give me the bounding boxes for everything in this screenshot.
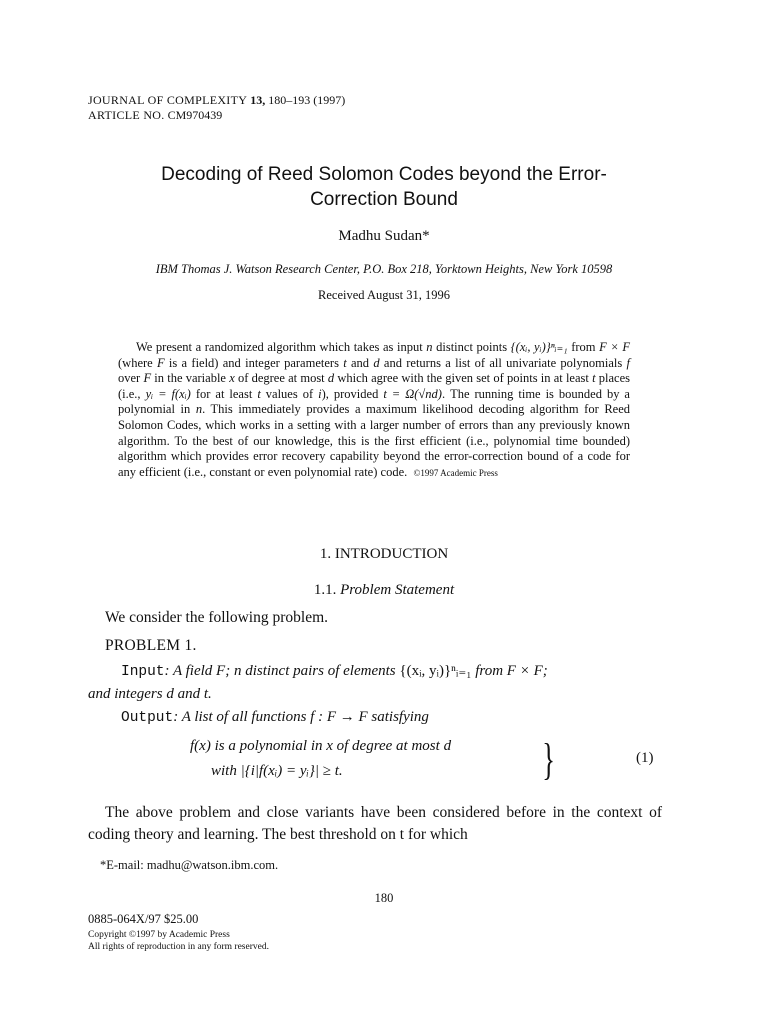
equation-line-2: with |{i|f(xᵢ) = yᵢ}| ≥ t.: [211, 763, 343, 779]
abstract-seg: in the variable: [151, 371, 230, 386]
abstract-seg: is a field) and integer parameters: [164, 355, 344, 370]
math-x: x: [229, 371, 235, 386]
problem-seg: ;: [225, 663, 234, 679]
math-F: F: [143, 371, 152, 386]
right-brace: }: [542, 735, 555, 784]
math-FxF: F × F: [599, 340, 630, 354]
math-d: d: [373, 355, 380, 370]
copyright-line-2: All rights of reproduction in any form reserved.: [88, 942, 269, 952]
abstract-seg: and: [346, 355, 374, 370]
math-i: i: [318, 386, 322, 401]
abstract-seg: ), provided: [321, 386, 384, 401]
math-n: n: [233, 663, 242, 679]
abstract-seg: . This immediately provides a maximum likelihood decoding algorithm for Reed Solomon Codes, which works in a setting with a larger number of errors than any previously known algorithm. To the best of our knowledge, this is the first efficient (i.e., polynomial time bounded) algorithm which provides error recovery capability beyond the error-correction bound of a code for any efficient (i.e., constant or even polynomial rate) code.: [118, 402, 630, 479]
abstract-seg: which agree with the given set of points in at least: [334, 371, 593, 386]
abstract-seg: from: [567, 340, 600, 354]
math-F: F: [157, 355, 165, 370]
math-F: F: [216, 663, 226, 679]
abstract-copyright: ©1997 Academic Press: [413, 467, 498, 478]
page-number: 180: [374, 891, 394, 905]
equation-number: (1): [636, 750, 654, 766]
math-t: t: [343, 355, 347, 370]
body-paragraph: The above problem and close variants have been considered before in the context of coding theory and learning. The best threshold on t for which: [88, 804, 662, 843]
problem-seg: distinct pairs of elements: [241, 663, 400, 679]
problem-seg: ;: [542, 663, 548, 679]
copyright-notice: [88, 929, 269, 953]
problem-input-line-2: and integers d and t.: [88, 686, 212, 702]
subsection-heading: [0, 582, 768, 599]
math-point-set: {(xᵢ, yᵢ)}ⁿᵢ₌₁: [399, 663, 472, 679]
abstract-seg: for at least: [190, 386, 258, 401]
math-n: n: [195, 402, 203, 417]
output-label: Output: [121, 710, 174, 726]
section-heading: 1. INTRODUCTION: [319, 546, 449, 562]
input-label: Input: [121, 664, 165, 680]
footnote-email: *E-mail: madhu@watson.ibm.com.: [100, 858, 279, 872]
article-number: CM970439: [167, 108, 223, 122]
article-label: ARTICLE NO.: [88, 108, 165, 122]
subsection-title: Problem Statement: [340, 582, 455, 598]
title-line-2: Correction Bound: [310, 189, 458, 210]
subsection-number: 1.1.: [313, 582, 337, 598]
abstract-seg: We present a randomized algorithm which takes as input: [136, 340, 427, 354]
abstract-seg: and returns a list of all univariate polynomials: [379, 355, 627, 370]
math-omega-bound: t = Ω(√nd): [383, 386, 442, 401]
math-d: d: [327, 371, 335, 386]
abstract-seg: over: [118, 371, 144, 386]
math-f: f: [626, 355, 630, 370]
problem-seg: : A field: [164, 663, 217, 679]
math-n: n: [426, 340, 433, 354]
problem-label: PROBLEM 1.: [105, 637, 197, 654]
intro-sentence: We consider the following problem.: [105, 609, 329, 626]
math-t: t: [257, 386, 261, 401]
math-y-equals-fx: yᵢ = f(xᵢ): [145, 386, 191, 401]
journal-header: [88, 93, 345, 123]
affiliation: IBM Thomas J. Watson Research Center, P.O. Box 218, Yorktown Heights, New York 10598: [155, 262, 613, 276]
abstract-seg: values of: [260, 386, 319, 401]
abstract: [118, 340, 630, 481]
journal-pages-year: 180–193 (1997): [268, 93, 346, 107]
math-t: t: [592, 371, 596, 386]
abstract-seg: of degree at most: [234, 371, 328, 386]
paper-title: [88, 162, 680, 212]
received-date: Received August 31, 1996: [318, 288, 450, 302]
problem-input: [88, 660, 668, 705]
problem-input-line-1: [88, 660, 668, 683]
copyright-line-1: Copyright ©1997 by Academic Press: [88, 930, 230, 940]
math-FxF: F × F: [506, 663, 543, 679]
author-name: Madhu Sudan*: [338, 228, 430, 244]
abstract-seg: distinct points: [432, 340, 511, 354]
problem-seg: from: [471, 663, 507, 679]
abstract-text: [118, 340, 630, 481]
journal-volume: 13,: [250, 93, 266, 107]
equation-line-1: f(x) is a polynomial in x of degree at most d: [190, 738, 452, 754]
abstract-seg: . The running time is bounded by a polynomial in: [118, 386, 630, 417]
journal-name: JOURNAL OF COMPLEXITY: [88, 93, 248, 107]
math-point-set: {(xᵢ, yᵢ)}ⁿᵢ₌₁: [510, 340, 568, 354]
article-number-line: [88, 108, 345, 123]
problem-output: [121, 706, 429, 729]
journal-citation: [88, 93, 345, 108]
issn-price: 0885-064X/97 $25.00: [88, 912, 199, 926]
output-text: : A list of all functions f : F → F satisfying: [173, 709, 429, 725]
abstract-seg: (where: [118, 355, 157, 370]
title-line-1: Decoding of Reed Solomon Codes beyond the Error-: [161, 164, 607, 185]
abstract-seg: places (i.e.,: [118, 371, 631, 401]
